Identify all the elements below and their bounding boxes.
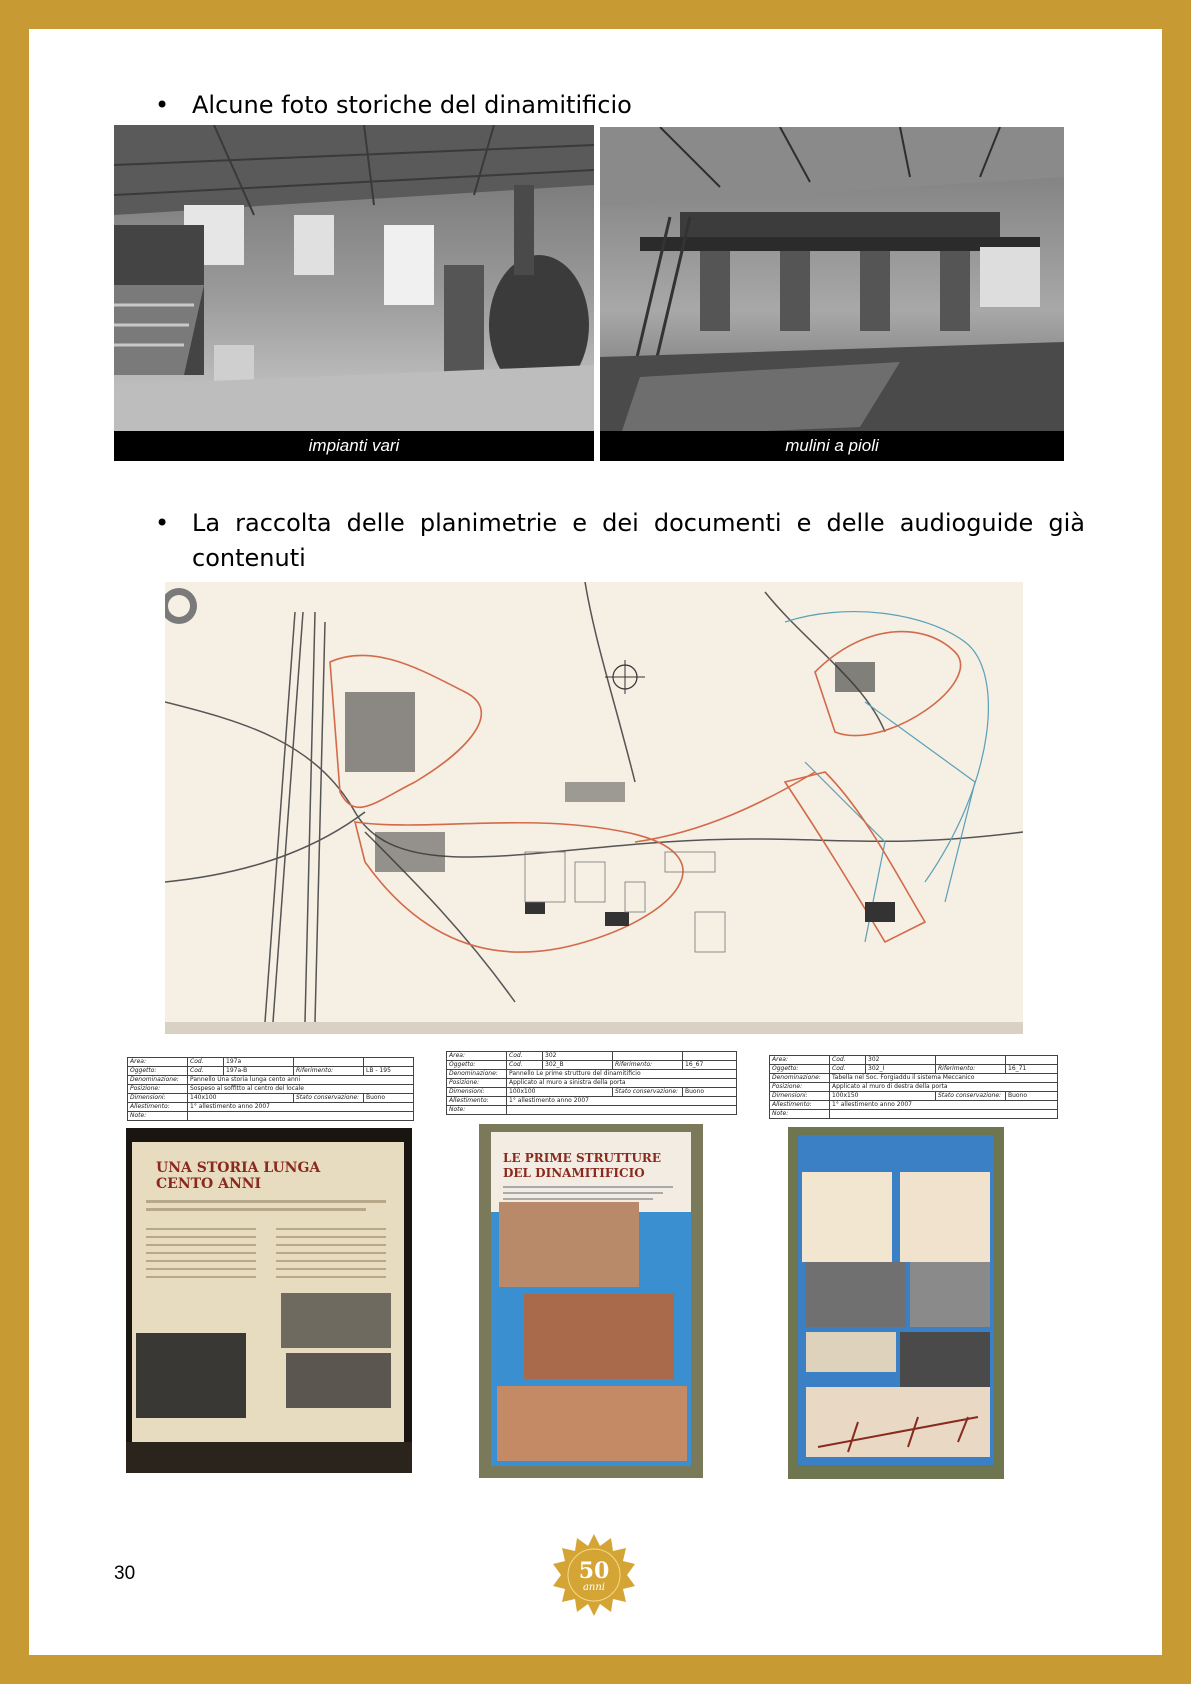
card-row: Denominazione: Tabella nel Soc. Forgiaddu il sistema Meccanico bbox=[770, 1074, 1058, 1083]
card-row: Denominazione: Pannello Le prime strutture del dinamitificio bbox=[447, 1070, 737, 1079]
catalog-card-1 bbox=[127, 1057, 414, 1121]
poster-title-1: LE PRIME STRUTTURE bbox=[503, 1151, 662, 1165]
card-row: Oggetto: Cod. 302_I Riferimento: 16_71 bbox=[770, 1065, 1058, 1074]
card-row: Denominazione: Pannello Una storia lunga cento anni bbox=[128, 1076, 414, 1085]
photo-caption: impianti vari bbox=[114, 431, 594, 461]
poster-una-storia-lunga bbox=[126, 1128, 412, 1473]
seal-word: anni bbox=[582, 1582, 606, 1593]
anniversary-seal-icon bbox=[553, 1534, 635, 1616]
card-row: Dimensioni: 100x100 Stato conservazione: Buono bbox=[447, 1088, 737, 1097]
card-row: Dimensioni: 140x100 Stato conservazione: Buono bbox=[128, 1094, 414, 1103]
photo-caption: mulini a pioli bbox=[600, 431, 1064, 461]
bullet-symbol: • bbox=[155, 91, 170, 119]
bullet-collection bbox=[155, 506, 1085, 586]
catalog-card-2 bbox=[446, 1051, 737, 1115]
card-row: Oggetto: Cod. 197a-B Riferimento: LB - 195 bbox=[128, 1067, 414, 1076]
bullet-text: Alcune foto storiche del dinamitificio bbox=[192, 91, 632, 119]
card-row: Area: Cod. 197a bbox=[128, 1058, 414, 1067]
bullet-text-line-1: La raccolta delle planimetrie e dei documenti e delle audioguide già contenuti bbox=[192, 509, 1085, 572]
bullet-historic-photos bbox=[155, 88, 1085, 128]
poster-le-prime-strutture bbox=[479, 1124, 703, 1478]
card-row: Allestimento: 1° allestimento anno 2007 bbox=[770, 1101, 1058, 1110]
card-row: Allestimento: 1° allestimento anno 2007 bbox=[447, 1097, 737, 1106]
poster-title-2: DEL DINAMITIFICIO bbox=[503, 1166, 645, 1180]
page-number: 30 bbox=[114, 1563, 136, 1584]
catalog-card-3 bbox=[769, 1055, 1058, 1119]
card-row: Note: bbox=[770, 1110, 1058, 1119]
card-row: Posizione: Applicato al muro a sinistra della porta bbox=[447, 1079, 737, 1088]
photo-impianti-vari bbox=[114, 125, 594, 461]
card-row: Posizione: Sospeso al soffitto al centro del locale bbox=[128, 1085, 414, 1094]
card-row: Allestimento: 1° allestimento anno 2007 bbox=[128, 1103, 414, 1112]
photo-mulini-a-pioli bbox=[600, 127, 1064, 461]
card-row: Note: bbox=[447, 1106, 737, 1115]
card-row: Posizione: Applicato al muro di destra della porta bbox=[770, 1083, 1058, 1092]
card-row: Area: Cod. 302 bbox=[447, 1052, 737, 1061]
card-row: Area: Cod. 302 bbox=[770, 1056, 1058, 1065]
card-row: Dimensioni: 100x150 Stato conservazione: Buono bbox=[770, 1092, 1058, 1101]
poster-title-1: UNA STORIA LUNGA bbox=[156, 1160, 321, 1176]
site-planimetry-map bbox=[165, 582, 1023, 1034]
card-row: Oggetto: Cod. 302_B Riferimento: 16_67 bbox=[447, 1061, 737, 1070]
poster-title-2: CENTO ANNI bbox=[156, 1176, 262, 1192]
bullet-symbol: • bbox=[155, 509, 170, 537]
card-row: Note: bbox=[128, 1112, 414, 1121]
poster-sistema-meccanico bbox=[788, 1127, 1004, 1479]
seal-number: 50 bbox=[578, 1558, 610, 1584]
